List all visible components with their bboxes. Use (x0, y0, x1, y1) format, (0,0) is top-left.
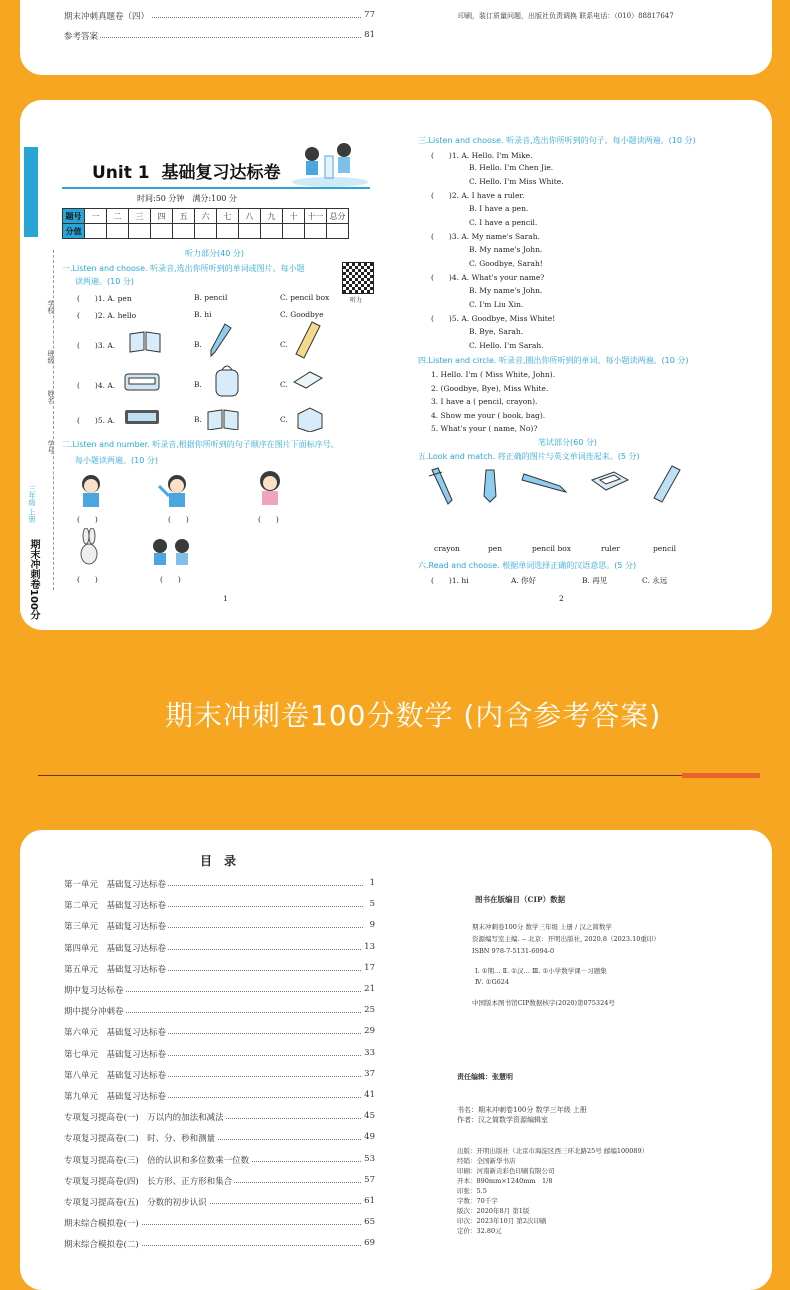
publication-line: 印张：5.5 (457, 1187, 487, 1195)
match-word: pencil box (532, 544, 571, 553)
toc-row-page: 53 (364, 1153, 375, 1164)
box-icon (294, 404, 326, 432)
exam-title: Unit 1 基础复习达标卷 (92, 163, 281, 183)
pencil-box-icon (588, 468, 632, 496)
q4-a: ( )4. A. (77, 381, 116, 390)
toc-row-page: 37 (364, 1068, 375, 1079)
book-icon (128, 328, 162, 354)
eraser-icon (290, 368, 326, 392)
pencil-box-icon (123, 368, 161, 394)
sec3-item: B. My name's John. (469, 245, 543, 254)
q5-a: ( )5. A. (77, 416, 116, 425)
section-1-title: 一.Listen and choose. 听录音,选出你所听到的单词或图片。每小题 (62, 264, 305, 273)
cip-book-name: 书名：期末冲刺卷100分 数学三年级 上册 (457, 1106, 587, 1114)
boy-waving-illustration (75, 472, 111, 510)
sec3-item: C. Hello. I'm Miss White. (469, 177, 564, 186)
boy-hand-up-illustration (155, 472, 195, 510)
q5-b: B. (194, 415, 202, 424)
rabbit-illustration (78, 528, 100, 566)
toc-row-page: 9 (369, 920, 375, 931)
side-strip (24, 145, 38, 620)
banner-title: 期末冲刺卷100分数学 (内含参考答案) (165, 699, 662, 732)
toc-row-page: 25 (364, 1005, 375, 1016)
page-number-left: 1 (223, 594, 228, 603)
section-2-title-cont: 每小题读两遍。(10 分) (75, 456, 158, 465)
toc-row-title: 第三单元 基础复习达标卷 (64, 922, 167, 933)
sec3-item: B. I have a pen. (469, 204, 529, 213)
field-label-name: 姓名 (47, 390, 55, 404)
answer-paren: ( ) (77, 515, 98, 524)
q1-b: B. pencil (194, 293, 228, 302)
section-2-title: 二.Listen and number. 听录音,根据你所听到的句子顺序在图片下面标序号。 (62, 440, 339, 449)
divider-rule (38, 775, 752, 776)
girl-illustration (252, 468, 288, 508)
q5-c: C. (280, 415, 288, 424)
publication-line: 出版：开明出版社（北京市海淀区西三环北路25号 邮编100089） (457, 1147, 649, 1155)
toc-row-title: 期中复习达标卷 (64, 986, 124, 996)
two-kids-illustration (148, 536, 194, 566)
side-subtitle: 三年级 上册 (28, 485, 36, 523)
answer-paren: ( ) (77, 575, 98, 584)
toc-row-page: 33 (364, 1047, 375, 1058)
q1-a: ( )1. A. pen (77, 294, 132, 303)
toc-cip-card (20, 830, 772, 1290)
toc-row-page: 5 (369, 899, 375, 910)
toc-page-top-card: 期末冲刺真题卷（四） 77 参考答案 81 印刷，装订质量问题，出版社负责调换 联系电话：（010）88817647 (20, 0, 772, 75)
cip-line: ISBN 978-7-5131-6094-0 (472, 947, 555, 955)
toc-row-page: 13 (364, 941, 375, 952)
section-1-title-cont: 读两遍。(10 分) (75, 277, 134, 286)
toc-row-title: 期末综合模拟卷(一) (64, 1219, 139, 1230)
ruler-icon (294, 320, 322, 360)
toc-row-page: 1 (369, 878, 375, 888)
pen-icon (205, 322, 233, 358)
toc-row-page: 41 (364, 1090, 375, 1100)
section-6-title: 六.Read and choose. 根据单词选择正确的汉语意思。(5 分) (418, 561, 637, 570)
toc-row-title: 专项复习提高卷(四) 长方形、正方形和集合 (64, 1176, 233, 1187)
side-title: 期末冲刺卷100分 (28, 539, 39, 620)
sec6-option: B. 再见 (582, 576, 608, 585)
publication-line: 印刷：河南新贡彩色印刷有限公司 (457, 1167, 555, 1175)
sec3-item: C. I have a pencil. (469, 218, 538, 227)
cip-author: 作者：汉之简数学资源编辑室 (457, 1116, 548, 1124)
publication-line: 字数：70千字 (457, 1197, 498, 1205)
field-label-school: 学校 (47, 300, 55, 314)
toc-row-title: 专项复习提高卷(三) 倍的认识和多位数乘一位数 (64, 1155, 250, 1166)
toc-row-page: 21 (364, 984, 375, 994)
cip-line: Ⅳ. ①G624 (475, 978, 510, 986)
cip-line: 中国版本图书馆CIP数据核字(2020)第075324号 (472, 999, 615, 1007)
publication-line: 版次：2020年8月 第1版 (457, 1207, 530, 1215)
cip-line: 资源编写室主编. -- 北京：开明出版社, 2020.8（2023.10重印） (472, 935, 660, 943)
answer-paren: ( ) (160, 575, 181, 584)
q1-c: C. pencil box (280, 293, 330, 302)
time-info: 时间:50 分钟 满分:100 分 (137, 194, 237, 203)
sec4-item: 5. What's your ( name, No)? (431, 424, 538, 433)
toc-row-page: 17 (364, 962, 375, 973)
match-word: pen (488, 544, 503, 553)
publication-line: 开本：890mm×1240mm 1/8 (457, 1177, 553, 1185)
section-5-title: 五.Look and match. 将正确的图片与英文单词连起来。(5 分) (418, 452, 640, 461)
toc-row-title: 第六单元 基础复习达标卷 (64, 1028, 167, 1039)
toc-row-title: 专项复习提高卷(五) 分数的初步认识 (64, 1198, 207, 1208)
sec3-item: C. I'm Liu Xin. (469, 300, 524, 309)
sec4-item: 2. (Goodbye, Bye), Miss White. (431, 384, 549, 393)
toc-row-title: 专项复习提高卷(二) 时、分、秒和测量 (64, 1134, 216, 1145)
sec3-item: B. Bye, Sarah. (469, 327, 524, 336)
answer-paren: ( ) (258, 515, 279, 524)
publication-line: 定价：32.80元 (457, 1227, 502, 1235)
toc-row-page: 45 (364, 1111, 375, 1122)
publication-line: 经销：全国新华书店 (457, 1157, 516, 1165)
q2-b: B. hi (194, 310, 212, 319)
q2-a: ( )2. A. hello (77, 311, 137, 320)
score-table: 题号 一 二 三 四 五 六 七 八 九 十 十一 总分 分值 (62, 208, 349, 239)
match-word: crayon (434, 544, 460, 553)
listening-header: 听力部分(40 分) (185, 249, 244, 258)
sec3-item: C. Hello. I'm Sarah. (469, 341, 544, 350)
kids-illustration (290, 138, 370, 188)
sec3-item: ( )3. A. My name's Sarah. (431, 232, 540, 241)
toc-row-page: 69 (364, 1238, 375, 1249)
toc-row-page: 65 (364, 1217, 375, 1228)
toc-row-title: 第四单元 基础复习达标卷 (64, 943, 167, 954)
match-word: ruler (601, 544, 620, 553)
field-label-class: 班级 (47, 350, 55, 364)
page-number-right: 2 (559, 594, 564, 603)
toc-row-title: 第二单元 基础复习达标卷 (64, 901, 167, 912)
sec4-item: 4. Show me your ( book, bag). (431, 411, 546, 420)
pencil-icon (520, 470, 570, 494)
sec6-option: C. 永远 (642, 576, 668, 585)
sec3-item: C. Goodbye, Sarah! (469, 259, 543, 268)
toc-row-title: 第九单元 基础复习达标卷 (64, 1092, 167, 1102)
publication-line: 印次：2023年10月 第2次印刷 (457, 1217, 547, 1225)
book-icon (206, 406, 240, 430)
section-3-title: 三.Listen and choose. 听录音,选出你所听到的句子。每小题读两遍。(10 分) (418, 136, 696, 145)
written-header: 笔试部分(60 分) (538, 438, 597, 447)
sec3-item: ( )4. A. What's your name? (431, 273, 545, 282)
toc-row-page: 29 (364, 1026, 375, 1037)
toc-row-title: 第七单元 基础复习达标卷 (64, 1049, 167, 1060)
qr-code-icon[interactable] (342, 262, 374, 294)
sec6-item: ( )1. hi (431, 576, 469, 585)
pen-icon (478, 468, 506, 504)
divider-accent (682, 773, 760, 778)
backpack-icon (212, 362, 242, 398)
sec4-item: 3. I have a ( pencil, crayon). (431, 397, 538, 406)
cip-heading: 图书在版编目（CIP）数据 (475, 895, 566, 904)
pencil-box-icon (123, 406, 161, 428)
cip-line: 期末冲刺卷100分 数学三年级 上册 / 汉之简数学 (472, 923, 612, 931)
toc-row-title: 期末综合模拟卷(二) (64, 1240, 139, 1251)
q2-c: C. Goodbye (280, 310, 324, 319)
sec3-item: ( )5. A. Goodbye, Miss White! (431, 314, 556, 323)
cip-line: Ⅰ. ①期… Ⅱ. ①汉… Ⅲ. ①小学数学课－习题集 (475, 967, 607, 975)
qr-label: 听力 (350, 297, 363, 304)
toc-row-title: 期中提分冲刺卷 (64, 1007, 124, 1018)
match-word: pencil (653, 544, 677, 553)
q3-b: B. (194, 340, 202, 349)
toc-row-title: 第八单元 基础复习达标卷 (64, 1070, 167, 1081)
field-label-number: 学号 (47, 440, 55, 454)
toc-row-page: 57 (364, 1174, 375, 1185)
toc-row-title: 专项复习提高卷(一) 万以内的加法和减法 (64, 1113, 224, 1124)
sec3-item: ( )2. A. I have a ruler. (431, 191, 525, 200)
toc-row-page: 49 (364, 1132, 375, 1143)
answer-paren: ( ) (168, 515, 189, 524)
cip-editor: 责任编辑：张慧明 (457, 1072, 513, 1081)
sec3-item: B. My name's John. (469, 286, 543, 295)
q3-a: ( )3. A. (77, 341, 116, 350)
ruler-icon (652, 464, 682, 504)
section-4-title: 四.Listen and circle. 听录音,圈出你所听到的单词。每小题读两遍。(10 分) (418, 356, 689, 365)
crayon-icon (426, 466, 458, 506)
sec3-item: B. Hello. I'm Chen Jie. (469, 163, 554, 172)
toc-heading: 目 录 (200, 854, 237, 868)
toc-row-title: 第五单元 基础复习达标卷 (64, 964, 167, 975)
print-note: 印刷，装订质量问题，出版社负责调换 联系电话：（010）88817647 (458, 12, 674, 20)
q4-c: C. (280, 380, 288, 389)
toc-row-title: 第一单元 基础复习达标卷 (64, 880, 167, 890)
exam-spread-card (20, 100, 772, 630)
sec6-option: A. 你好 (511, 576, 537, 585)
sec3-item: ( )1. A. Hello. I'm Mike. (431, 151, 533, 160)
toc-row-page: 61 (364, 1196, 375, 1206)
q4-b: B. (194, 380, 202, 389)
sec4-item: 1. Hello. I'm ( Miss White, John). (431, 370, 556, 379)
q3-c: C. (280, 340, 288, 349)
